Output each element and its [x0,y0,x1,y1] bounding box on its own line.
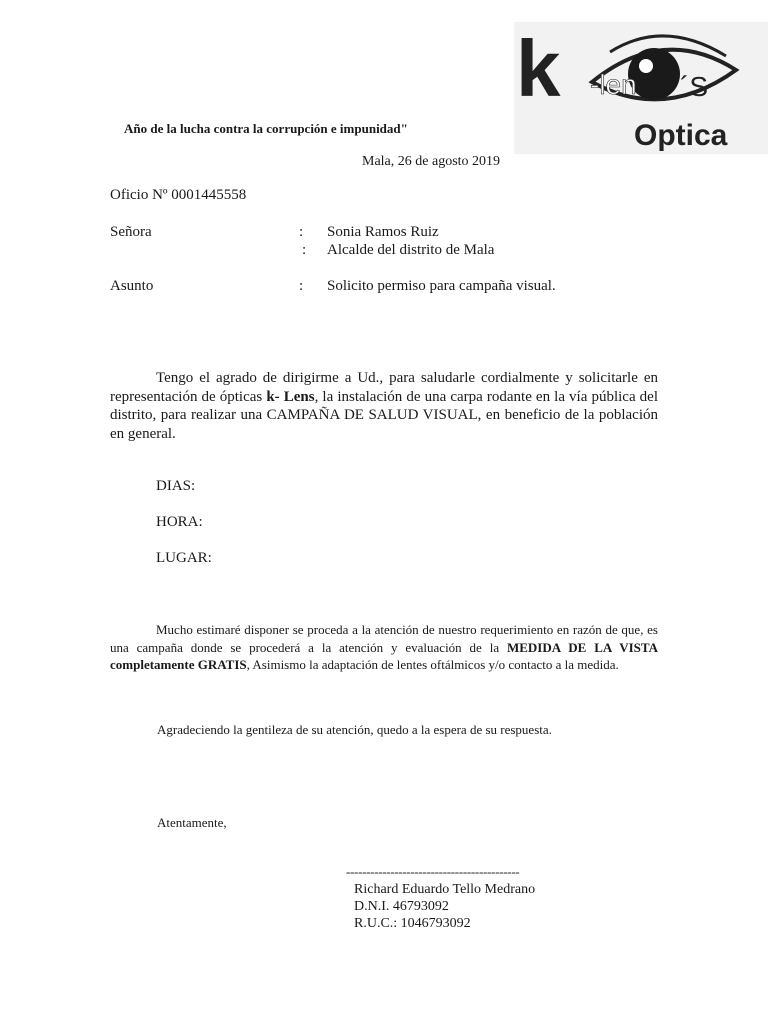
eye-highlight [639,59,653,73]
p2-text-a: Mucho estimaré disponer se proceda a la atención de nuestro requerimiento en razón de que, es una campaña donde se procederá a la atención y evaluación de la [110,622,658,655]
brand-name: k- Lens [266,388,315,405]
thanks-line: Agradeciendo la gentileza de su atención, quedo a la espera de su respuesta. [157,722,552,737]
field-lugar: LUGAR: [156,550,212,566]
p1-text-a: Tengo el agrado de dirigirme a Ud., para saludarle cordialmente y solicitarle en representación de ópticas [110,370,658,405]
p1-text-b: , la instalación de una carpa rodante en la vía pública del distrito, para realizar una CAMPAÑA DE SALUD VISUAL, en beneficio de la población en general. [110,388,658,442]
logo-optica: Optica [634,119,728,152]
signer-name: Richard Eduardo Tello Medrano [354,882,536,897]
place-date: Mala, 26 de agosto 2019 [362,154,501,169]
subject-text: Solicito permiso para campaña visual. [327,278,556,294]
addressee-name: Sonia Ramos Ruiz [327,224,439,240]
klens-logo-graphic [514,22,768,154]
free-eye-exam-emphasis: MEDIDA DE LA VISTA completamente GRATIS [110,639,658,672]
addressee-label: Señora [110,224,152,240]
signature-block [354,881,535,932]
logo-len: -len [590,69,637,100]
year-motto: Año de la lucha contra la corrupción e impunidad" [124,121,408,136]
subject-colon: : [299,278,304,294]
body-paragraph-2 [110,621,658,674]
signer-ruc: R.U.C.: 1046793092 [354,916,471,931]
oficio-number: Oficio Nº 0001445558 [110,187,247,203]
closing-regards: Atentamente, [157,815,227,830]
p2-text-b: , Asimismo la adaptación de lentes oftálmicos y/o contacto a la medida. [246,657,619,672]
field-hora: HORA: [156,514,203,530]
subject-label: Asunto [110,278,154,294]
addressee-position: Alcalde del distrito de Mala [327,242,495,258]
field-dias: DIAS: [156,478,196,494]
addressee-colon-2: : [302,242,307,258]
signature-line: ------------------------------------------- [346,864,520,879]
company-logo [514,22,768,154]
signer-dni: D.N.I. 46793092 [354,899,449,914]
addressee-colon: : [299,224,304,240]
logo-letter-k: k [516,24,561,113]
logo-s: ´S [680,71,708,102]
body-paragraph-1 [110,369,658,443]
